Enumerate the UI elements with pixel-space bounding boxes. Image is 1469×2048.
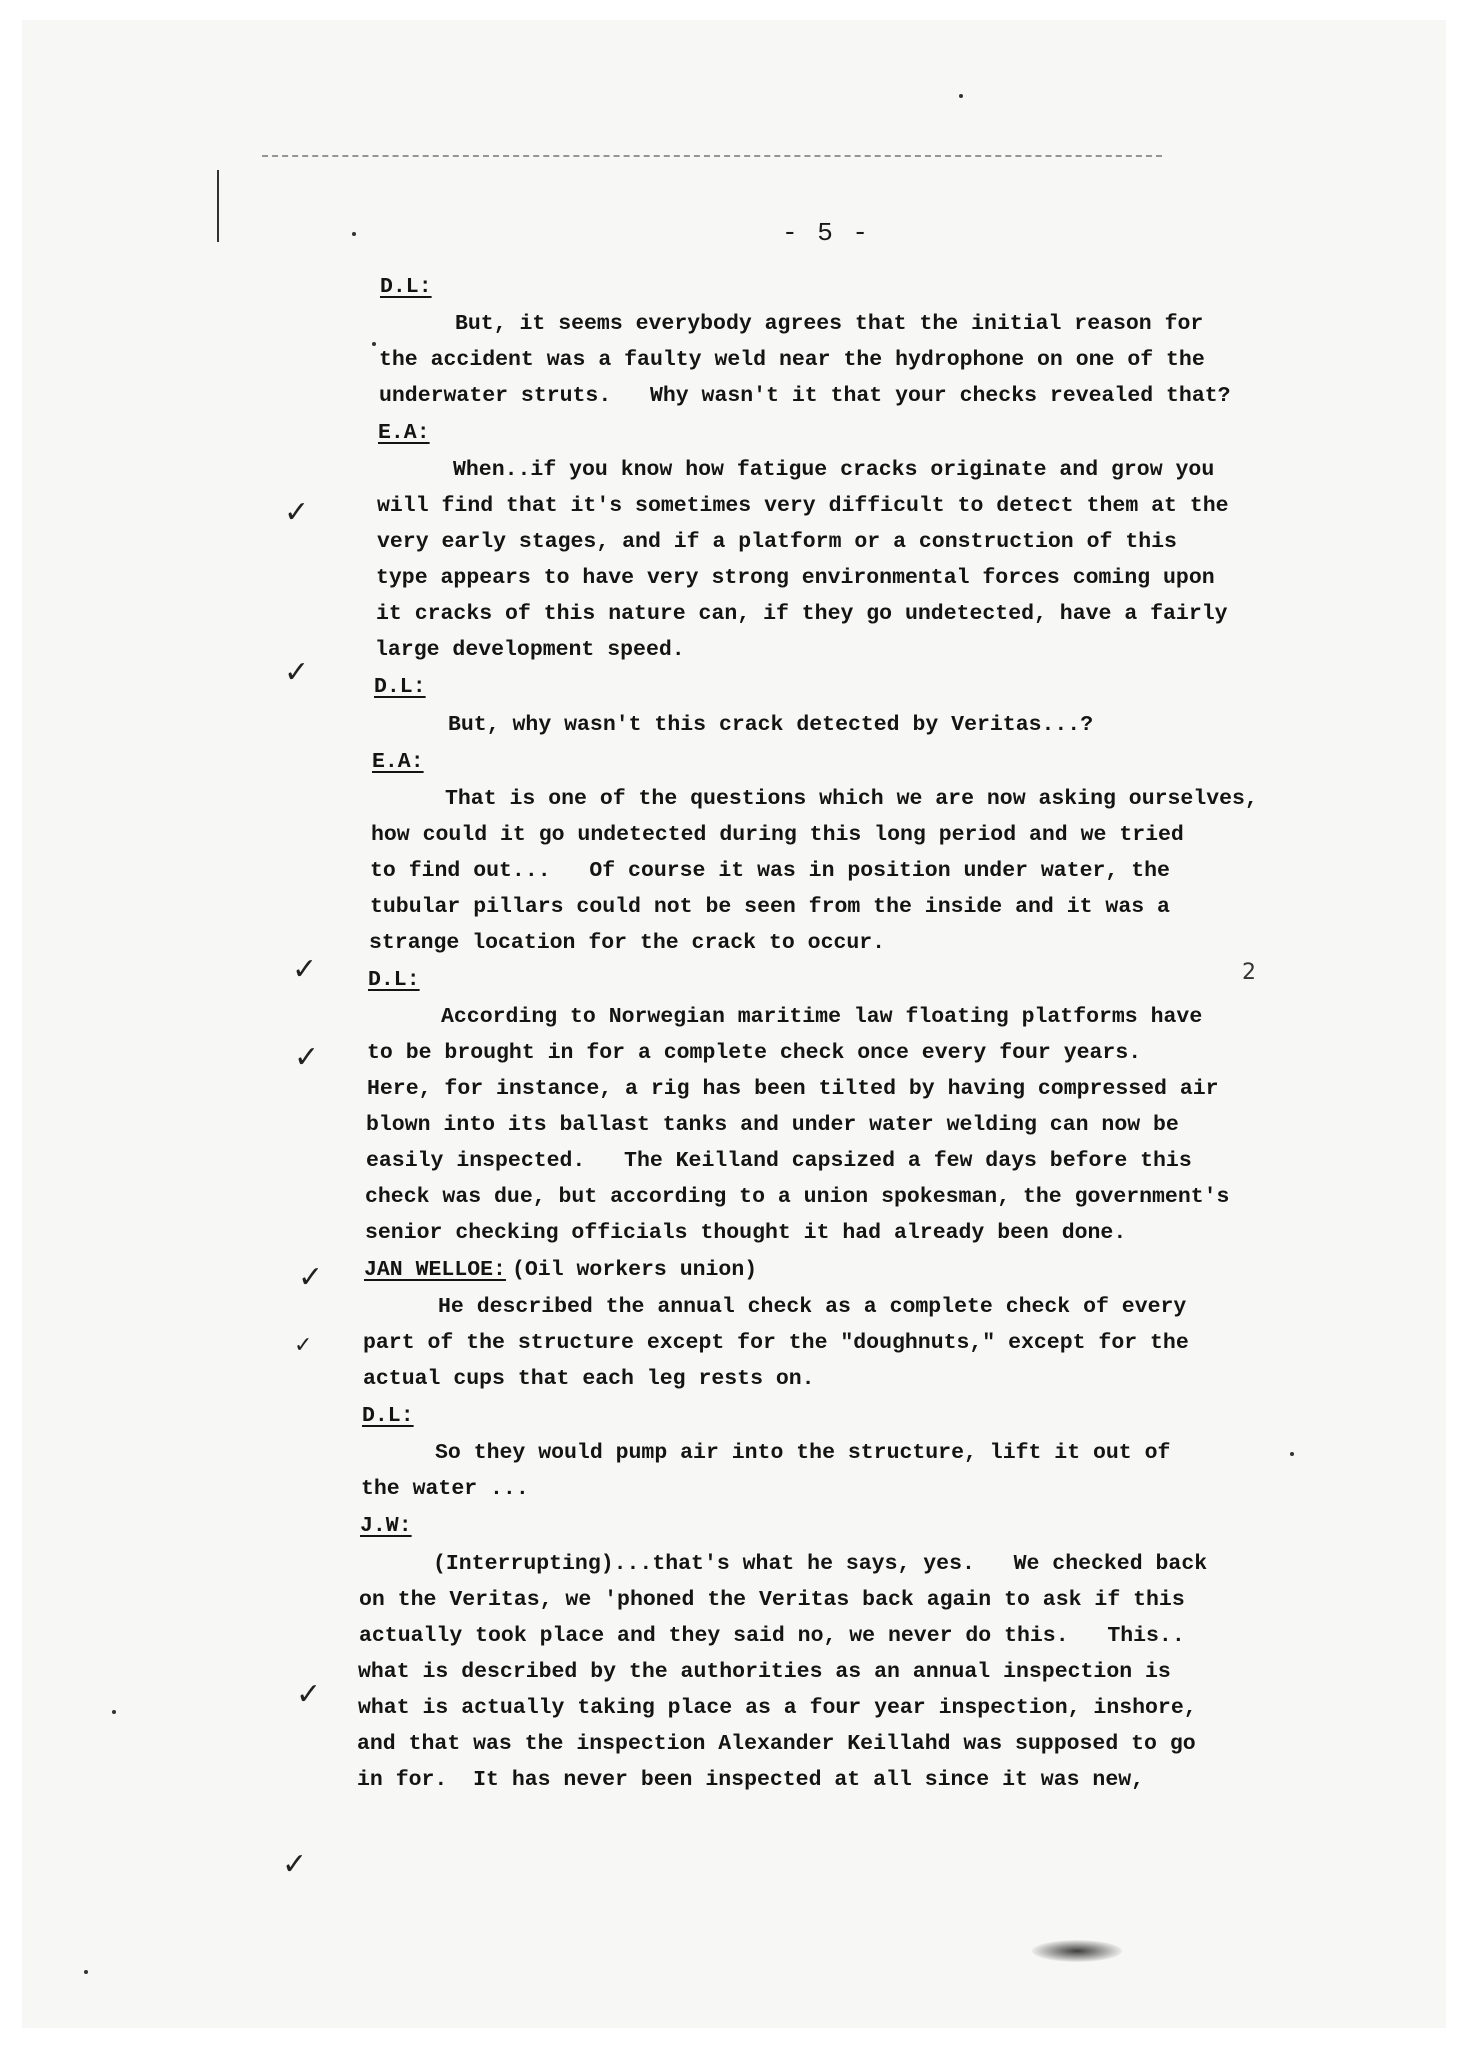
checkmark-icon: ✓ [292,952,318,987]
text-line: the accident was a faulty weld near the hydrophone on one of the [379,348,1205,372]
speck [112,1710,116,1714]
text-line: to find out... Of course it was in position under water, the [370,859,1170,883]
speck [352,232,356,236]
text-line: According to Norwegian maritime law floating platforms have [441,1005,1203,1029]
checkmark-icon: ✓ [296,1677,322,1712]
speaker-label: E.A: [372,750,424,774]
text-line: tubular pillars could not be seen from the inside and it was a [370,895,1170,919]
speaker-label: E.A: [378,421,430,445]
text-line: will find that it's sometimes very difficult to detect them at the [377,494,1229,518]
text-line: That is one of the questions which we are now asking ourselves, [445,787,1258,811]
text-line: strange location for the crack to occur. [369,931,886,955]
speaker-label: JAN WELLOE: [364,1258,506,1282]
speaker-label: D.L: [374,675,426,699]
speaker-affiliation: (Oil workers union) [512,1258,758,1282]
text-line: what is actually taking place as a four year inspection, inshore, [358,1696,1197,1720]
text-line: part of the structure except for the "doughnuts," except for the [363,1331,1189,1355]
text-line: large development speed. [375,638,685,662]
text-line: to be brought in for a complete check once every four years. [367,1041,1142,1065]
checkmark-icon: ✓ [284,655,310,690]
checkmark-icon: ✓ [298,1260,324,1295]
speck [1290,1452,1294,1456]
transcript-body [22,20,1446,2028]
text-line: But, why wasn't this crack detected by Veritas...? [448,713,1094,737]
text-line: underwater struts. Why wasn't it that your checks revealed that? [379,384,1231,408]
typewritten-page [22,20,1446,2028]
text-line: and that was the inspection Alexander Keillahd was supposed to go [357,1732,1196,1756]
checkmark-icon: ✓ [284,495,310,530]
speaker-label: D.L: [362,1404,414,1428]
text-line: He described the annual check as a complete check of every [438,1295,1187,1319]
text-line: it cracks of this nature can, if they go undetected, have a fairly [376,602,1228,626]
text-line: blown into its ballast tanks and under water welding can now be [366,1113,1179,1137]
text-line: type appears to have very strong environmental forces coming upon [376,566,1215,590]
ink-smudge [1032,1940,1122,1962]
page-number: - 5 - [782,218,871,248]
text-line: actual cups that each leg rests on. [363,1367,815,1391]
text-line: (Interrupting)...that's what he says, yes. We checked back [433,1552,1208,1576]
speck [372,342,376,346]
text-line: how could it go undetected during this long period and we tried [371,823,1184,847]
text-line: in for. It has never been inspected at all since it was new, [357,1768,1145,1792]
text-line: the water ... [361,1477,529,1501]
text-line: So they would pump air into the structure, lift it out of [435,1441,1171,1465]
speck [959,94,963,98]
text-line: When..if you know how fatigue cracks originate and grow you [453,458,1215,482]
text-line: actually took place and they said no, we never do this. This.. [359,1624,1185,1648]
stray-mark: 2 [1242,960,1256,985]
text-line: senior checking officials thought it had already been done. [365,1221,1127,1245]
checkmark-icon: ✓ [294,1040,320,1075]
text-line: Here, for instance, a rig has been tilted by having compressed air [367,1077,1219,1101]
speaker-label: J.W: [360,1514,412,1538]
text-line: what is described by the authorities as an annual inspection is [358,1660,1171,1684]
speck [84,1970,88,1974]
checkmark-icon: ✓ [282,1847,308,1882]
speaker-label: D.L: [380,275,432,299]
checkmark-icon: ✓ [294,1333,313,1358]
text-line: on the Veritas, we 'phoned the Veritas back again to ask if this [359,1588,1185,1612]
text-line: But, it seems everybody agrees that the initial reason for [455,312,1204,336]
text-line: easily inspected. The Keilland capsized a few days before this [366,1149,1192,1173]
text-line: very early stages, and if a platform or a construction of this [377,530,1177,554]
text-line: check was due, but according to a union spokesman, the government's [365,1185,1230,1209]
speaker-label: D.L: [368,968,420,992]
